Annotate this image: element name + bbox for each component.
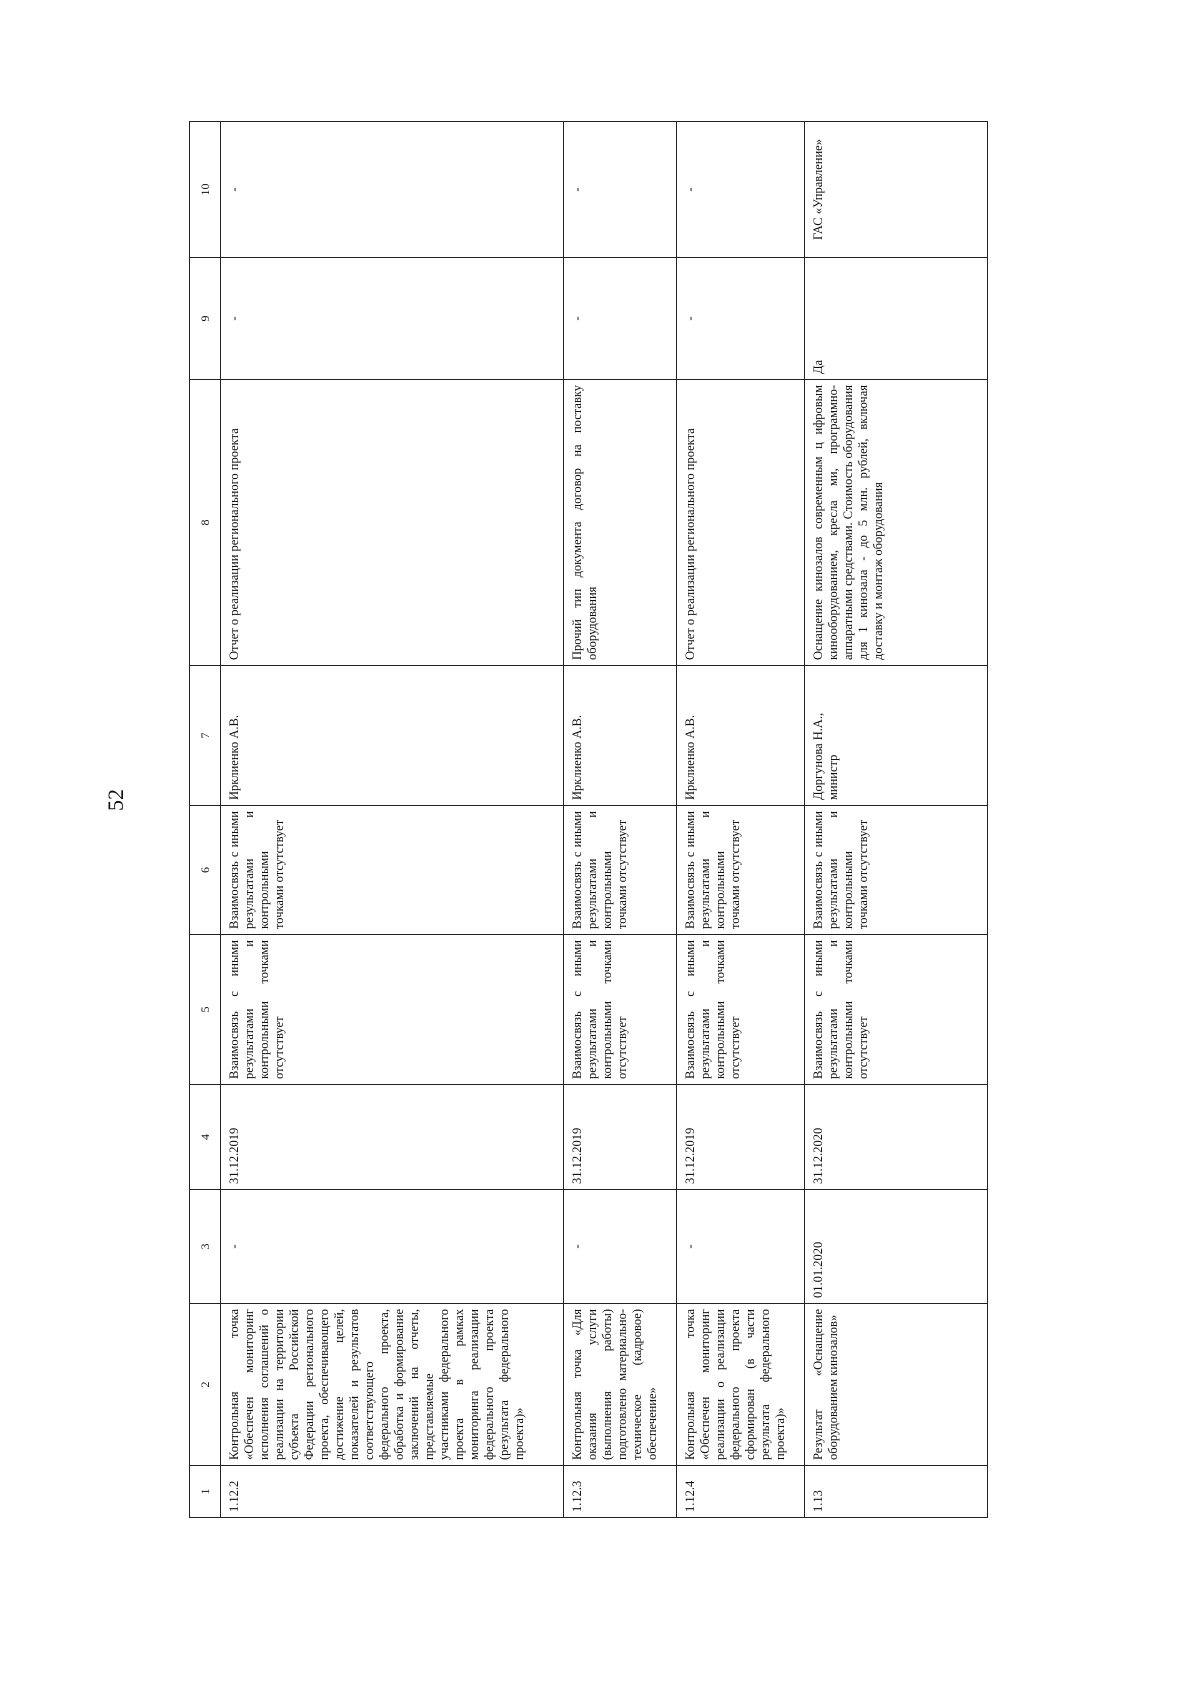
row-end-date-cell: 31.12.2019 (677, 1085, 805, 1190)
row-number-cell: 1.12.4 (677, 1466, 805, 1518)
row-link-results-cell: Взаимосвязь с иными результатами и контрольными точками отсутствует (677, 935, 805, 1085)
row-document-cell: Отчет о реализации регионального проекта (221, 380, 564, 666)
row-start-date-cell: 01.01.2020 (805, 1190, 988, 1304)
row-system-cell: - (564, 122, 677, 258)
row-system-cell: - (677, 122, 805, 258)
column-header-7: 7 (190, 666, 221, 806)
table-row (677, 122, 805, 1518)
project-control-points-table (189, 121, 988, 1518)
row-end-date-cell: 31.12.2019 (221, 1085, 564, 1190)
table-row (805, 122, 988, 1518)
row-level-cell: - (564, 258, 677, 380)
row-system-cell: - (221, 122, 564, 258)
column-header-4: 4 (190, 1085, 221, 1190)
row-level-cell: - (677, 258, 805, 380)
row-name-cell: Результат «Оснащение оборудованием кинозалов» (805, 1304, 988, 1466)
page-number: 52 (103, 789, 128, 811)
row-responsible-cell: Ирклиенко А.В. (564, 666, 677, 806)
row-number-cell: 1.12.2 (221, 1466, 564, 1518)
row-link-points-cell: Взаимосвязь с иными результатами и контрольными точками отсутствует (221, 806, 564, 935)
row-end-date-cell: 31.12.2020 (805, 1085, 988, 1190)
row-responsible-cell: Ирклиенко А.В. (677, 666, 805, 806)
row-number-cell: 1.13 (805, 1466, 988, 1518)
row-link-points-cell: Взаимосвязь с иными результатами и контрольными точками отсутствует (805, 806, 988, 935)
row-document-cell: Оснащение кинозалов современным ц ифровым кинооборудованием, кресла ми, программно-аппаратными средствами. Стоимость оборудования для 1 кинозала - до 5 млн. рублей, включая доставку и монтаж оборудования (805, 380, 988, 666)
row-number-cell: 1.12.3 (564, 1466, 677, 1518)
column-header-3: 3 (190, 1190, 221, 1304)
row-start-date-cell: - (564, 1190, 677, 1304)
row-system-cell: ГАС «Управление» (805, 122, 988, 258)
rotated-table-container (189, 122, 960, 1518)
row-link-points-cell: Взаимосвязь с иными результатами и контрольными точками отсутствует (564, 806, 677, 935)
row-name-cell: Контрольная точка «Обеспечен мониторинг исполнения соглашений о реализации на территории субъекта Российской Федерации регионального проекта, обеспечивающего достижение целей, показателей и результатов соответствующего федерального проекта, обработка и формирование заключений на отчеты, представляемые участниками федерального проекта в рамках мониторинга реализации федерального проекта (результата федерального проекта)» (221, 1304, 564, 1466)
row-name-cell: Контрольная точка «Для оказания услуги (выполнения работы) подготовлено материально-техническое (кадровое) обеспечение» (564, 1304, 677, 1466)
row-link-points-cell: Взаимосвязь с иными результатами и контрольными точками отсутствует (677, 806, 805, 935)
column-header-1: 1 (190, 1466, 221, 1518)
row-document-cell: Прочий тип документа договор на поставку оборудования (564, 380, 677, 666)
row-start-date-cell: - (677, 1190, 805, 1304)
row-level-cell: Да (805, 258, 988, 380)
column-number-row (190, 122, 221, 1518)
row-responsible-cell: Ирклиенко А.В. (221, 666, 564, 806)
column-header-9: 9 (190, 258, 221, 380)
row-start-date-cell: - (221, 1190, 564, 1304)
row-link-results-cell: Взаимосвязь с иными результатами и контрольными точками отсутствует (221, 935, 564, 1085)
row-document-cell: Отчет о реализации регионального проекта (677, 380, 805, 666)
row-responsible-cell: Доргунова Н.А., министр (805, 666, 988, 806)
column-header-2: 2 (190, 1304, 221, 1466)
column-header-6: 6 (190, 806, 221, 935)
row-end-date-cell: 31.12.2019 (564, 1085, 677, 1190)
row-name-cell: Контрольная точка «Обеспечен мониторинг реализации о реализации федерального проекта сформирован (в части результата федерального проекта)» (677, 1304, 805, 1466)
row-link-results-cell: Взаимосвязь с иными результатами и контрольными точками отсутствует (564, 935, 677, 1085)
row-link-results-cell: Взаимосвязь с иными результатами и контрольными точками отсутствует (805, 935, 988, 1085)
column-header-10: 10 (190, 122, 221, 258)
table-row (221, 122, 564, 1518)
column-header-5: 5 (190, 935, 221, 1085)
table-row (564, 122, 677, 1518)
column-header-8: 8 (190, 380, 221, 666)
row-level-cell: - (221, 258, 564, 380)
